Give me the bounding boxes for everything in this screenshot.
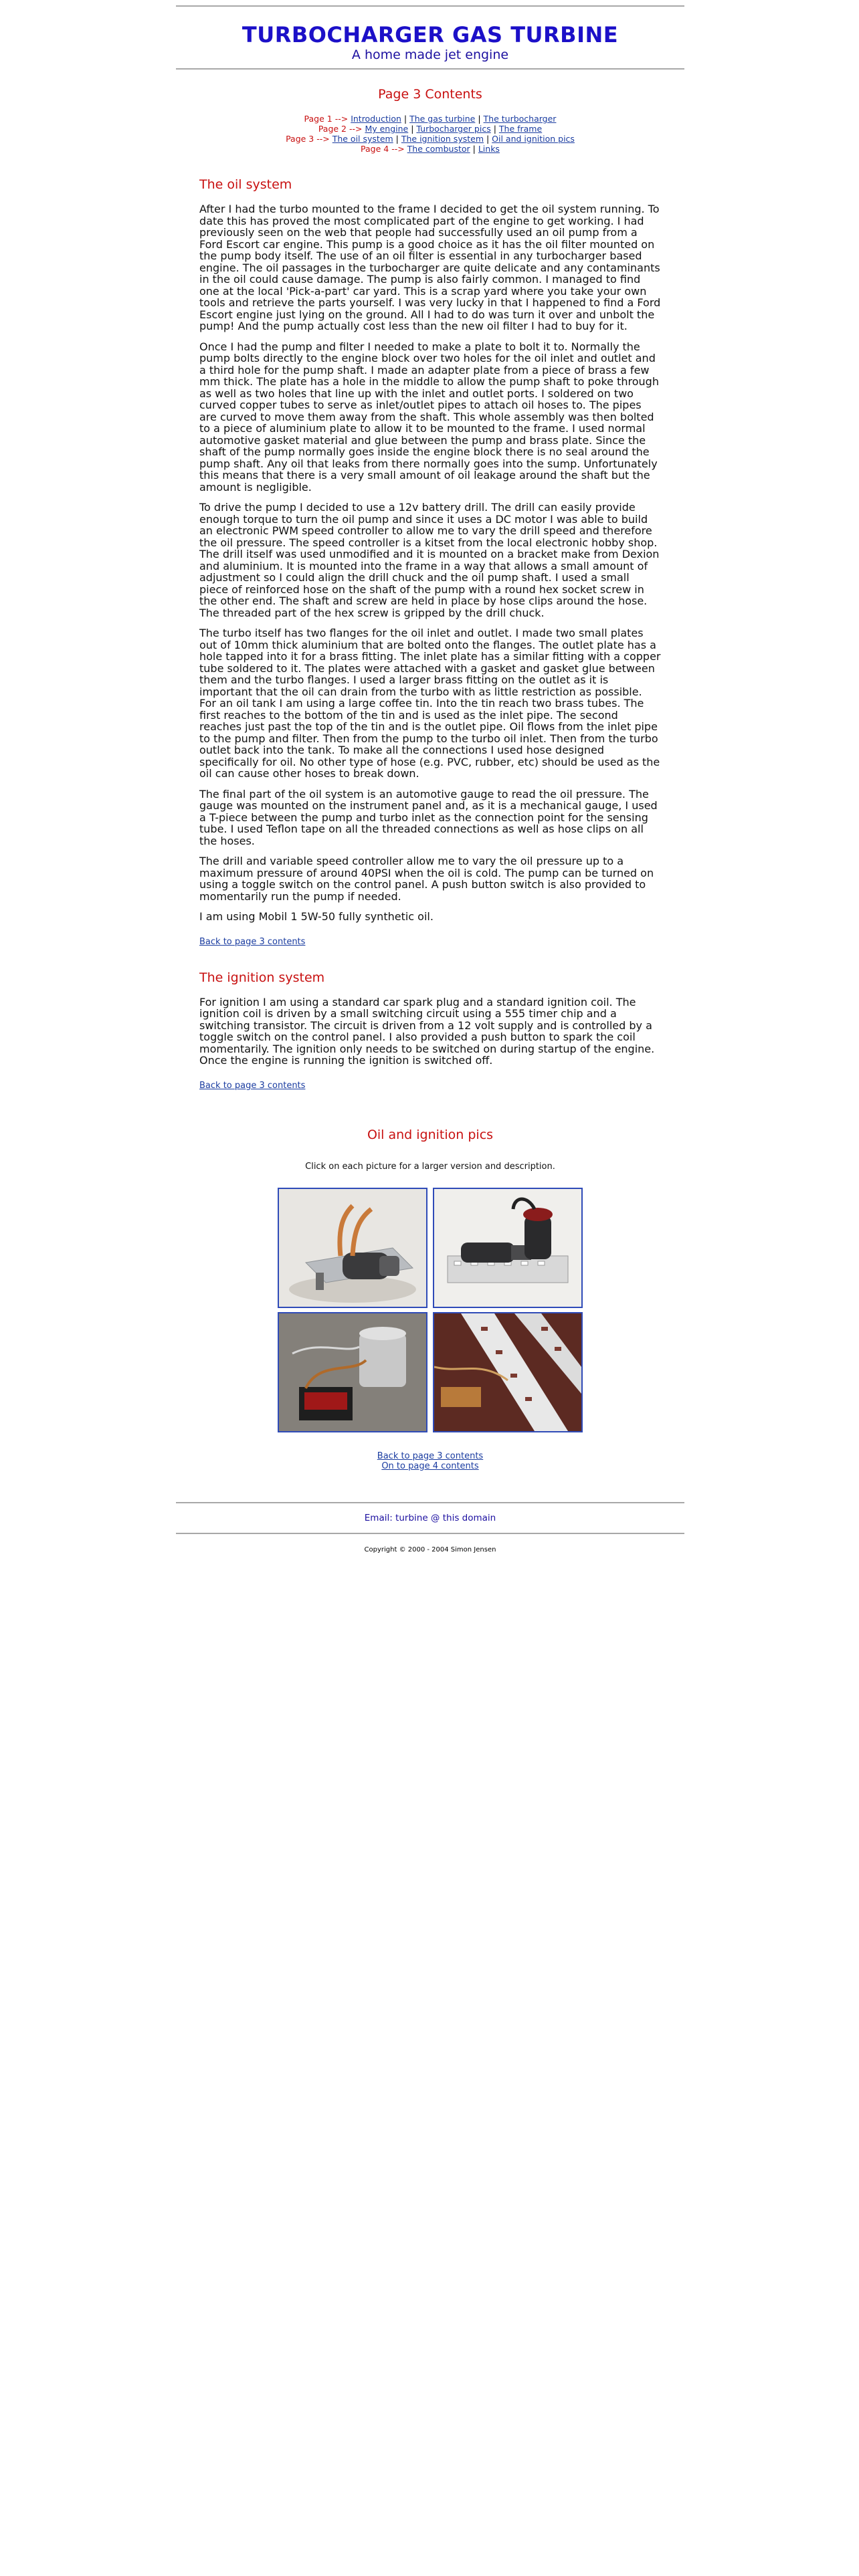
link-turbocharger-pics[interactable]: Turbocharger pics [416,124,491,134]
oil-paragraph: The turbo itself has two flanges for the oil inlet and outlet. I made two small plates out of 10mm thick aluminium that are bolted onto the flanges. The outlet plate has a hole tapped into it for a brass fitting. The inlet plate has a similar fitting with a copper tube soldered to it. The plates were attached with a gasket and gasket glue between them and the turbo flanges. I used a larger brass fitting on the outlet as it is important that the oil can drain from the turbo with as little restriction as possible. For an oil tank I am using a large coffee tin. Into the tin reach two brass tubes. The first reaches to the bottom of the tin and is used as the inlet pipe. The second reaches just past the top of the tin and is the outlet pipe. Oil flows from the inlet pipe to the pump and filter. Then from the pump to the turbo oil inlet. Then from the turbo outlet back into the tank. To make all the connections I used hose designed specifically for oil. No other type of hose (e.g. PVC, rubber, etc) should be used as the oil can cause other hoses to break down. [199,627,661,780]
oil-system-heading: The oil system [199,177,292,192]
link-oil-and-ignition-pics[interactable]: Oil and ignition pics [492,134,575,144]
link-the-frame[interactable]: The frame [498,124,543,134]
back-to-contents-link[interactable]: Back to page 3 contents [377,1451,484,1461]
oil-paragraph: I am using Mobil 1 5W-50 fully synthetic oil. [199,910,434,923]
copyright: Copyright © 2000 - 2004 Simon Jensen [364,1545,496,1553]
back-to-contents-link[interactable]: Back to page 3 contents [199,936,306,947]
oil-tank-ignition-photo-image [279,1313,426,1431]
contents-row-prefix: Page 3 --> [286,134,332,144]
ignition-system-heading: The ignition system [199,970,325,985]
link-links[interactable]: Links [478,144,500,154]
link-the-ignition-system[interactable]: The ignition system [401,134,484,144]
contents-row-prefix: Page 2 --> [318,124,365,134]
footer-divider-top [176,1502,684,1503]
frame-wiring-photo-image [434,1313,581,1431]
link-my-engine[interactable]: My engine [365,124,409,134]
header-divider [176,68,684,70]
oil-pump-photo[interactable] [278,1188,427,1308]
page [176,0,684,1566]
oil-paragraph: Once I had the pump and filter I needed to make a plate to bolt it to. Normally the pump bolts directly to the engine block over two holes for the oil inlet and outlet and a third hole for the pump shaft. I made an adapter plate from a piece of brass a few mm thick. The plate has a hole in the middle to allow the pump shaft to poke through as well as two holes that line up with the inlet and outlet ports. I soldered on two curved copper tubes to serve as inlet/outlet pipes to attach oil hoses to. The pipes are curved to move them away from the shaft. This whole assembly was then bolted to a piece of aluminium plate to allow it to be mounted to the frame. I used normal automotive gasket material and glue between the pump and brass plate. Since the shaft of the pump normally goes inside the engine block there is no seal around the pump shaft. Any oil that leaks from there normally goes into the sump. Unfortunately this means that there is a very small amount of oil leakage around the shaft but the amount is negligible. [199,340,659,494]
link-the-turbocharger[interactable]: The turbocharger [483,114,557,124]
oil-paragraph: To drive the pump I decided to use a 12v battery drill. The drill can easily provide enough torque to turn the oil pump and since it uses a DC motor I was able to build an electronic PWM speed controller to allow me to vary the drill speed and therefore the oil pressure. The speed controller is a kitset from the local electronic hobby shop. The drill itself was used unmodified and it is mounted on a bracket make from Dexion and aluminium. It is mounted into the frame in a way that allows a small amount of adjustment so I could align the drill chuck and the oil pump shaft. I used a small piece of reinforced hose on the shaft of the pump with a round hex socket screw in the other end. The shaft and screw are held in place by hose clips around the hose. The threaded part of the hex screw is gripped by the drill chuck. [199,501,660,619]
pics-heading: Oil and ignition pics [367,1127,494,1142]
article [176,177,684,1091]
contents-nav [176,114,684,154]
oil-paragraph: The drill and variable speed controller allow me to vary the oil pressure up to a maximum pressure of around 40PSI when the oil is cold. The pump can be turned on using a toggle switch on the control panel. A push button switch is also provided to momentarily run the pump if needed. [199,855,654,903]
email-contact: Email: turbine @ this domain [364,1512,496,1523]
link-introduction[interactable]: Introduction [351,114,401,124]
contents-row-page-1: Page 1 --> Introduction | The gas turbine | The turbocharger [304,114,557,124]
pics-caption: Click on each picture for a larger version and description. [305,1161,555,1172]
contents-row-prefix: Page 1 --> [304,114,351,124]
drill-pump-assembly-photo[interactable] [433,1188,583,1308]
top-divider [176,5,684,7]
site-title: TURBOCHARGER GAS TURBINE [242,22,619,47]
frame-wiring-photo[interactable] [433,1312,583,1432]
oil-paragraph: After I had the turbo mounted to the frame I decided to get the oil system running. To date this has proved the most complicated part of the engine to get working. I had previously seen on the web that people had successfully used an oil pump from a Ford Escort car engine. This pump is a good choice as it has the oil filter mounted on the pump body itself. The use of an oil filter is essential in any turbocharger based engine. The oil passages in the turbocharger are quite delicate and any contaminants in the oil could cause damage. The pump is also fairly common. I managed to find one at the local 'Pick-a-part' car yard. This is a scrap yard where you take your own tools and retrieve the parts yourself. I was very lucky in that I happened to find a Ford Escort engine just lying on the ground. All I had to do was turn it over and unbolt the pump! And the pump actually cost less than the new oil filter I had to buy for it. [199,203,661,332]
oil-tank-ignition-photo[interactable] [278,1312,427,1432]
link-the-combustor[interactable]: The combustor [407,144,470,154]
contents-row-page-4: Page 4 --> The combustor | Links [361,144,500,154]
pics-grid [276,1188,584,1432]
contents-row-prefix: Page 4 --> [361,144,407,154]
contents-row-page-2: Page 2 --> My engine | Turbocharger pics | The frame [318,124,543,134]
drill-pump-assembly-photo-image [434,1189,581,1307]
contents-row-page-3: Page 3 --> The oil system | The ignition system | Oil and ignition pics [286,134,575,144]
oil-paragraph: The final part of the oil system is an automotive gauge to read the oil pressure. The gauge was mounted on the instrument panel and, as it is a mechanical gauge, I used a T-piece between the pump and turbo inlet as the connection point for the sensing tube. I used Teflon tape on all the threaded connections as well as hose clips on all the hoses. [199,787,658,847]
back-to-contents-link[interactable]: Back to page 3 contents [199,1080,306,1091]
site-subtitle: A home made jet engine [351,47,509,62]
footer-divider-bottom [176,1533,684,1534]
link-the-gas-turbine[interactable]: The gas turbine [409,114,476,124]
next-page-contents-link[interactable]: On to page 4 contents [381,1461,479,1471]
link-the-oil-system[interactable]: The oil system [332,134,393,144]
oil-pump-photo-image [279,1189,426,1307]
contents-title: Page 3 Contents [378,87,482,102]
ignition-paragraph: For ignition I am using a standard car spark plug and a standard ignition coil. The ignition coil is driven by a small switching circuit using a 555 timer chip and a switching transistor. The circuit is driven from a 12 volt supply and is controlled by a toggle switch on the control panel. I also provided a push button to spark the coil momentarily. The ignition only needs to be switched on during startup of the engine. Once the engine is running the ignition is switched off. [199,995,655,1067]
pics-nav-links [176,1451,684,1471]
